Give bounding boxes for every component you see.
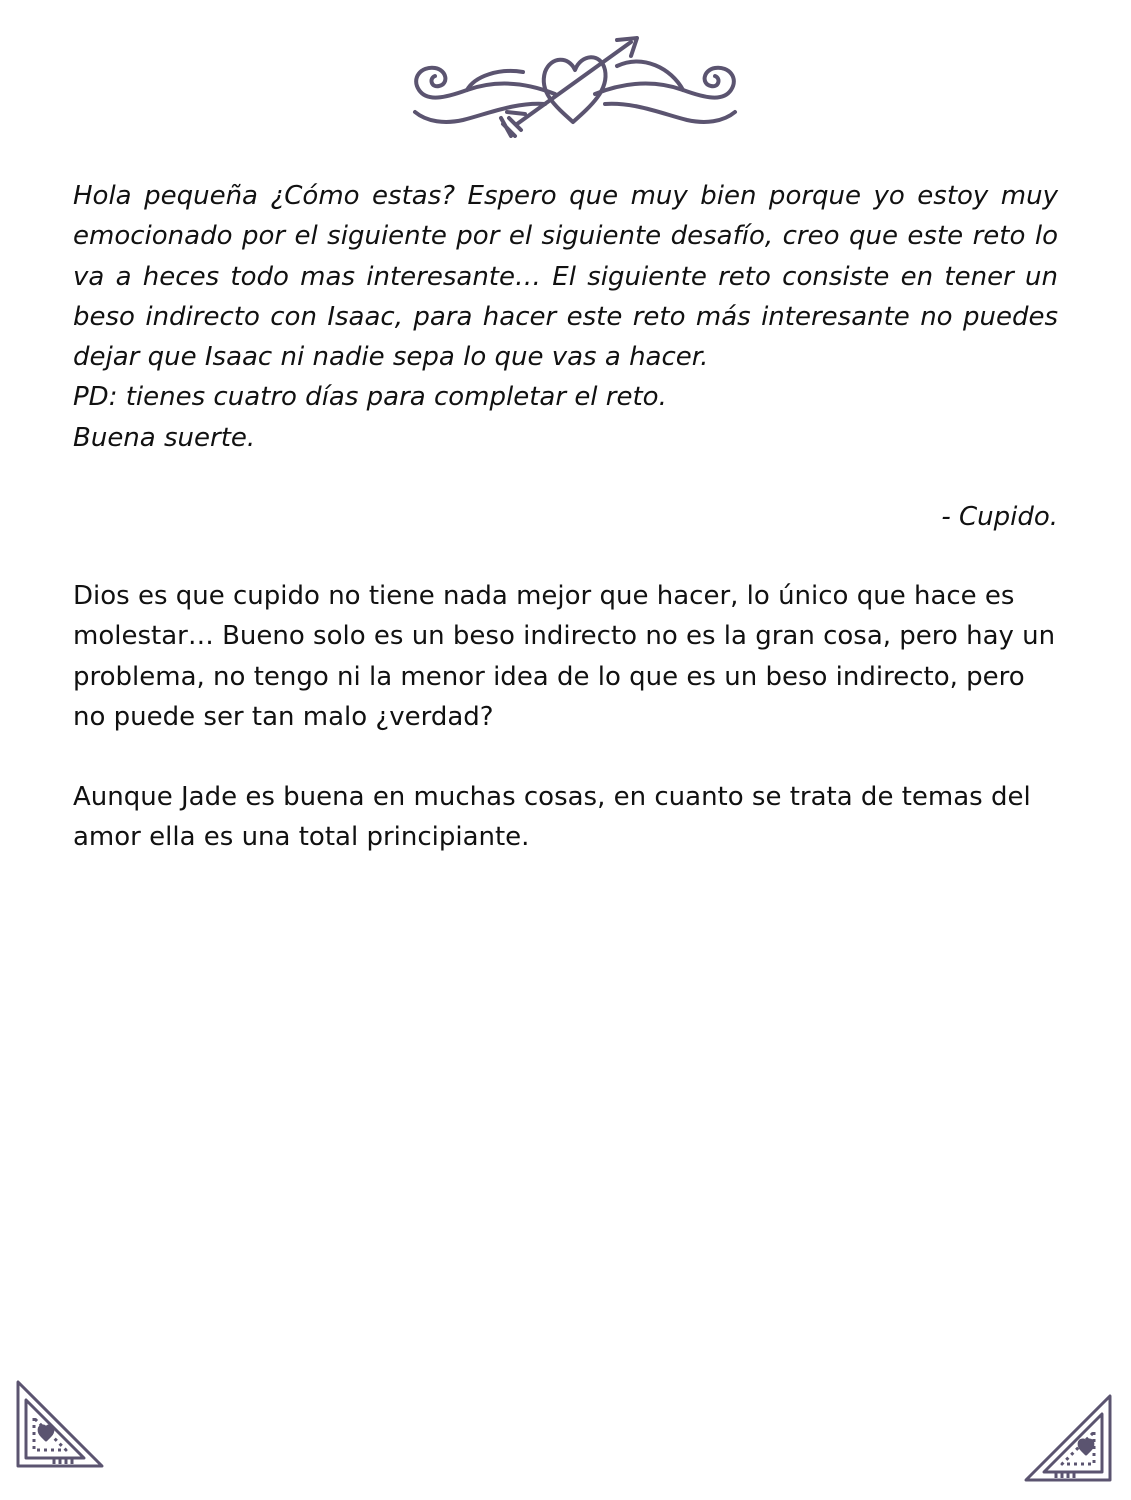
letter-signature: - Cupido. [941, 502, 1058, 532]
triangle-heart-corner-icon [14, 1378, 106, 1470]
heart-arrow-flourish-icon [405, 32, 741, 138]
letter-postscript: PD: tienes cuatro días para completar el reto. [73, 382, 667, 413]
narrative-paragraph: Aunque Jade es buena en muchas cosas, en cuanto se trata de temas del amor ella es una total principiante. [73, 782, 1031, 853]
triangle-heart-corner-icon [1022, 1392, 1114, 1484]
cupid-letter [73, 176, 1058, 458]
letter-body: Hola pequeña ¿Cómo estas? Espero que muy bien porque yo estoy muy emocionado por el siguiente por el siguiente desafío, creo que este reto lo va a heces todo mas interesante… El siguiente reto consiste en tener un beso indirecto con Isaac, para hacer este reto más interesante no puedes dejar que Isaac ni nadie sepa lo que vas a hacer. [73, 181, 1058, 373]
narrative-text [73, 576, 1058, 898]
letter-closing: Buena suerte. [73, 422, 256, 453]
narrative-paragraph: Dios es que cupido no tiene nada mejor que hacer, lo único que hace es molestar… Bueno solo es un beso indirecto no es la gran cosa, pero hay un problema, no tengo ni la menor idea de lo que es un beso indirecto, pero no puede ser tan malo ¿verdad? [73, 581, 1056, 732]
